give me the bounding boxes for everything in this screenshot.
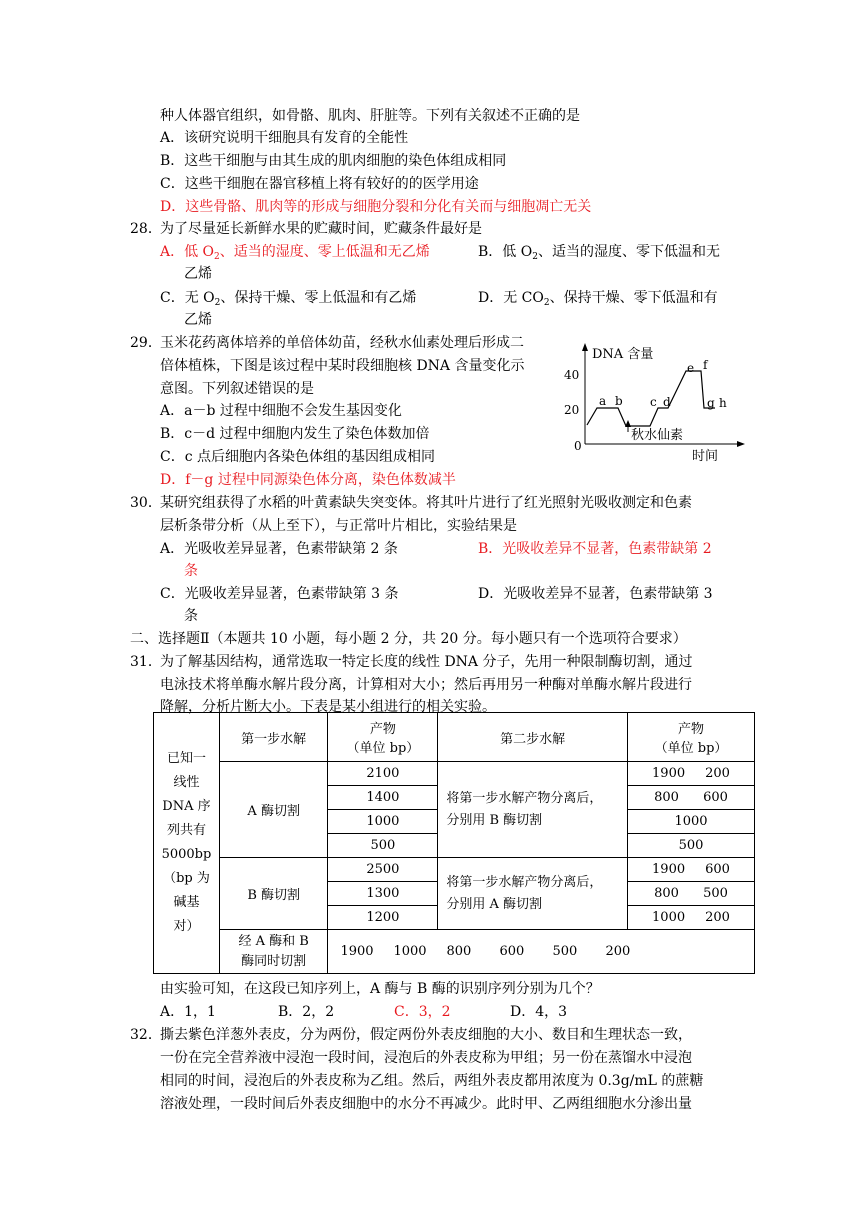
point-a: a [599,394,607,408]
point-e: e [687,361,695,375]
q29-option-c: C．c 点后细胞内各染色体组的基因组成相同 [160,449,436,465]
a-final: 800 600 [628,786,755,810]
q27-stem-line: 种人体器官组织，如骨骼、肌肉、肝脏等。下列有关叙述不正确的是 [160,108,580,124]
chart-ylabel: DNA 含量 [592,347,654,362]
q28-option-c-wrap: 乙烯 [184,312,212,328]
b-product: 2500 [328,858,438,882]
q31-option-c-answer: C．3，2 [394,1004,451,1020]
b-step2-desc: 将第一步水解产物分离后， 分别用 A 酶切割 [438,858,628,930]
point-h: h [719,396,727,410]
q28-option-b-wrap: 乙烯 [184,266,212,282]
q27-option-d-answer: D．这些骨骼、肌肉等的形成与细胞分裂和分化有关而与细胞凋亡无关 [160,199,592,215]
q31-option-a: A．1，1 [160,1004,216,1020]
q27-option-b: B．这些干细胞与由其生成的肌肉细胞的染色体组成相同 [160,153,507,169]
point-c: c [650,395,657,409]
q30-option-d: D．光吸收差异不显著，色素带缺第 3 [478,586,713,602]
header-step2: 第二步水解 [438,713,628,762]
header-step1: 第一步水解 [219,713,328,762]
q30-stem-1: 某研究组获得了水稻的叶黄素缺失突变体。将其叶片进行了红光照射光吸收测定和色素 [160,495,692,511]
q32-stem-4: 溶液处理，一段时间后外表皮细胞中的水分不再减少。此时甲、乙两组细胞水分渗出量 [160,1096,692,1112]
q28-stem: 为了尽量延长新鲜水果的贮藏时间，贮藏条件最好是 [160,221,482,237]
q31-question: 由实验可知，在这段已知序列上，A 酶与 B 酶的识别序列分别为几个？ [160,981,600,997]
b-product: 1300 [328,882,438,906]
a-product: 1400 [328,786,438,810]
dna-description-cell: 已知一 线性 DNA 序 列共有 5000bp （bp 为 碱基 对） [154,713,220,974]
ab-products: 1900 1000 800 600 500 200 [328,930,755,974]
a-final: 500 [628,834,755,858]
b-product: 1200 [328,906,438,930]
b-final: 1900 600 [628,858,755,882]
q28-option-b: B．低 $O_2$、适当的湿度、零下低温和无 [478,244,720,262]
chart-xlabel: 时间 [692,449,719,464]
q29-stem-2: 倍体植株，下图是该过程中某时段细胞核 DNA 含量变化示 [160,358,525,374]
a-final: 1000 [628,810,755,834]
q27-option-c: C．这些干细胞在器官移植上将有较好的的医学用途 [160,176,479,192]
annotation-colchicine: 秋水仙素 [631,428,684,443]
a-step2-desc: 将第一步水解产物分离后， 分别用 B 酶切割 [438,762,628,858]
dna-content-chart [560,340,750,465]
a-enzyme-label: A 酶切割 [219,762,328,858]
q29-stem-1: 玉米花药离体培养的单倍体幼苗，经秋水仙素处理后形成二 [160,335,524,351]
q30-number: 30． [130,495,162,511]
point-d: d [663,395,671,409]
q32-stem-2: 一份在完全营养液中浸泡一段时间，浸泡后的外表皮称为甲组；另一份在蒸馏水中浸泡 [160,1050,692,1066]
q27-option-a: A．该研究说明干细胞具有发育的全能性 [160,130,409,146]
q32-stem-3: 相同的时间，浸泡后的外表皮称为乙组。然后，两组外表皮都用浓度为 0.3g/mL 的蔗糖 [160,1073,704,1089]
q30-stem-2: 层析条带分析（从上至下），与正常叶片相比，实验结果是 [160,518,517,534]
q30-option-d-wrap: 条 [184,608,198,624]
point-b: b [615,394,623,408]
q32-number: 32． [130,1027,162,1043]
q31-stem-1: 为了解基因结构，通常选取一特定长度的线性 DNA 分子，先用一种限制酶切割，通过 [160,654,693,670]
a-product: 500 [328,834,438,858]
ytick-40: 40 [564,368,580,382]
b-enzyme-label: B 酶切割 [219,858,328,930]
header-product-2: 产物 （单位 bp） [628,713,755,762]
point-g: g [707,396,715,410]
q28-option-d: D．无 $CO_2$、保持干燥、零下低温和有 [478,290,718,308]
header-product-1: 产物 （单位 bp） [328,713,438,762]
q29-option-b: B．c－d 过程中细胞内发生了染色体数加倍 [160,426,430,442]
b-final: 800 500 [628,882,755,906]
q29-option-d-answer: D．f－g 过程中同源染色体分离，染色体数减半 [160,472,456,488]
q31-option-d: D．4，3 [510,1004,568,1020]
q28-option-c: C．无 $O_2$、保持干燥、零上低温和有乙烯 [160,290,417,308]
ytick-0: 0 [574,439,582,453]
ytick-20: 20 [564,403,580,417]
ab-enzyme-label: 经 A 酶和 B 酶同时切割 [219,930,328,974]
q30-option-b-wrap: 条 [184,563,198,579]
point-f: f [703,358,708,372]
q30-option-b-answer: B．光吸收差异不显著，色素带缺第 2 [478,541,712,557]
q31-option-b: B．2，2 [278,1004,335,1020]
q29-number: 29． [130,335,162,351]
a-product: 2100 [328,762,438,786]
q31-stem-2: 电泳技术将单酶水解片段分离，计算相对大小；然后再用另一种酶对单酶水解片段进行 [160,677,692,693]
q28-number: 28． [130,221,162,237]
a-product: 1000 [328,810,438,834]
q30-option-a: A．光吸收差异显著，色素带缺第 2 条 [160,541,398,557]
q28-option-a-answer: A．低 $O_2$、适当的湿度、零上低温和无乙烯 [160,244,430,262]
enzyme-digestion-table [153,712,755,974]
b-final: 1000 200 [628,906,755,930]
q29-stem-3: 意图。下列叙述错误的是 [160,381,314,397]
a-final: 1900 200 [628,762,755,786]
section-2-heading: 二、选择题Ⅱ（本题共 10 小题，每小题 2 分，共 20 分。每小题只有一个选项符合要求） [130,631,687,647]
q31-stem-3: 降解，分析片断大小。下表是某小组进行的相关实验。 [160,699,496,715]
q31-number: 31． [130,654,162,670]
q32-stem-1: 撕去紫色洋葱外表皮，分为两份，假定两份外表皮细胞的大小、数目和生理状态一致， [160,1027,692,1043]
q29-option-a: A．a－b 过程中细胞不会发生基因变化 [160,403,402,419]
q30-option-c: C．光吸收差异显著，色素带缺第 3 条 [160,586,399,602]
